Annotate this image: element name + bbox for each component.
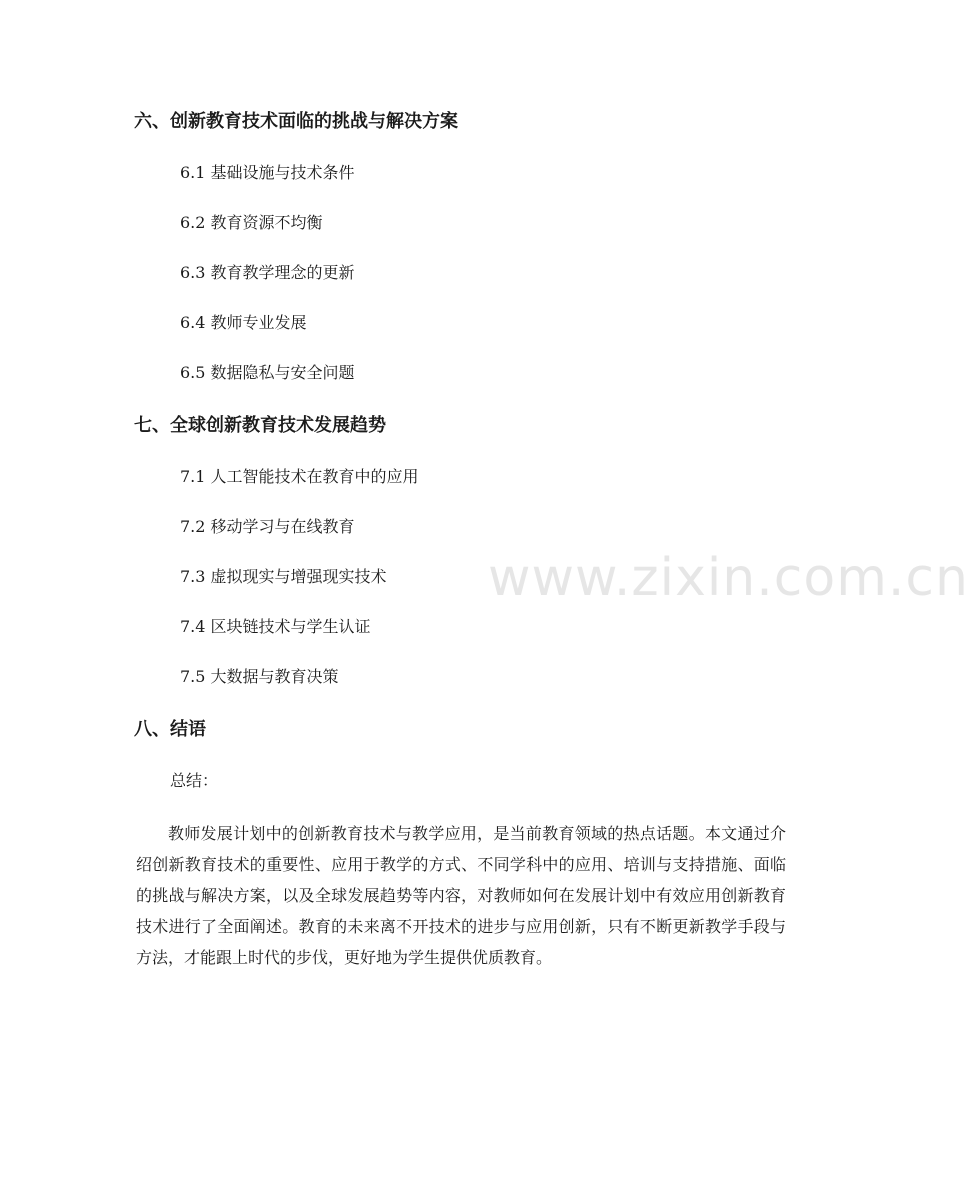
section-6-item-5: 6.5 数据隐私与安全问题	[180, 363, 355, 382]
conclusion-paragraph: 教师发展计划中的创新教育技术与教学应用，是当前教育领域的热点话题。本文通过介绍创新教育技术的重要性、应用于教学的方式、不同学科中的应用、培训与支持措施、面临的挑战与解决方案，以及全球发展趋势等内容，对教师如何在发展计划中有效应用创新教育技术进行了全面阐述。教育的未来离不开技术的进步与应用创新，只有不断更新教学手段与方法，才能跟上时代的步伐，更好地为学生提供优质教育。	[136, 824, 786, 967]
section-6-item-3: 6.3 教育教学理念的更新	[180, 263, 355, 282]
section-8-heading: 八、结语	[134, 719, 206, 740]
section-7-item-5: 7.5 大数据与教育决策	[180, 667, 339, 686]
section-6-heading: 六、创新教育技术面临的挑战与解决方案	[134, 111, 458, 132]
section-7-heading: 七、全球创新教育技术发展趋势	[134, 415, 386, 436]
summary-label: 总结：	[170, 771, 219, 790]
watermark: www.zixin.com.cn	[488, 548, 969, 608]
section-6-item-2: 6.2 教育资源不均衡	[180, 213, 323, 232]
section-6-item-1: 6.1 基础设施与技术条件	[180, 163, 355, 182]
section-6-item-4: 6.4 教师专业发展	[180, 313, 307, 332]
section-7-item-3: 7.3 虚拟现实与增强现实技术	[180, 567, 387, 586]
section-7-item-1: 7.1 人工智能技术在教育中的应用	[180, 467, 419, 486]
section-7-item-4: 7.4 区块链技术与学生认证	[180, 617, 371, 636]
section-7-item-2: 7.2 移动学习与在线教育	[180, 517, 355, 536]
